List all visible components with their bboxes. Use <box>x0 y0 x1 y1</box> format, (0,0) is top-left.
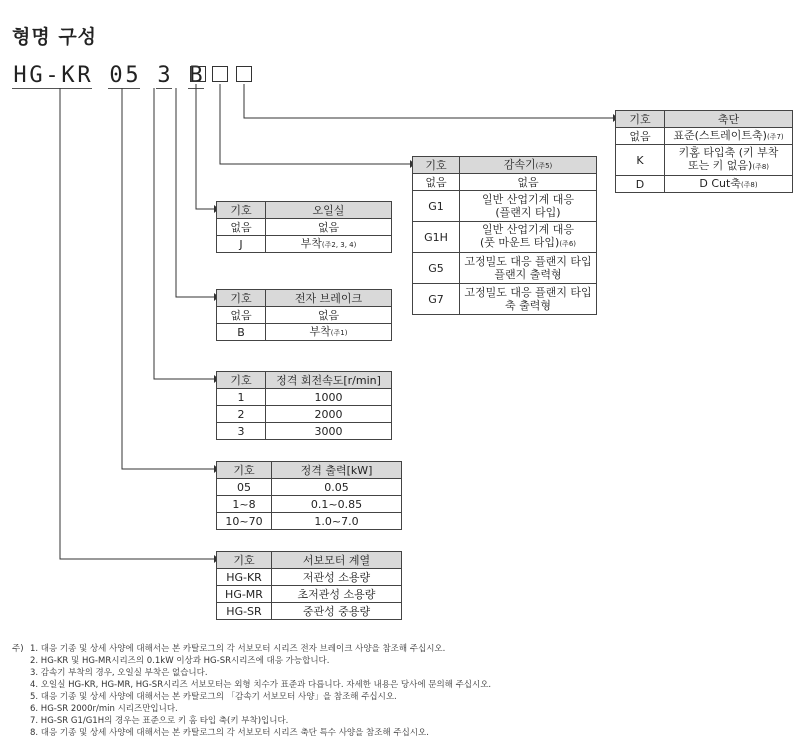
code-cell: 2 <box>217 406 266 423</box>
code-cell: 1~8 <box>217 496 272 513</box>
desc-cell <box>665 145 793 176</box>
desc-cell: 고정밀도 대응 플랜지 타입 축 출력형 <box>460 284 597 315</box>
desc-text: 부착 <box>309 324 331 338</box>
code-cell: 없음 <box>217 307 266 324</box>
desc-text: 표준(스트레이트축) <box>673 128 767 142</box>
note-line: 3. 감속기 부착의 경우, 오일실 부착은 없습니다. <box>30 668 208 678</box>
table-row <box>217 406 392 423</box>
code-cell: 없음 <box>616 128 665 145</box>
header-label: 축단 <box>717 112 740 126</box>
desc-cell: 중관성 중용량 <box>272 603 402 620</box>
model-char: B <box>189 62 203 88</box>
table-row <box>217 479 402 496</box>
header-cell: 오일실 <box>266 202 392 219</box>
note-line: 5. 대응 기종 및 상세 사양에 대해서는 본 카탈로그의 「감속기 서보모터 사양」을 참조해 주십시오. <box>30 692 397 702</box>
table-row <box>217 389 392 406</box>
model-char: G <box>29 62 43 88</box>
code-cell: K <box>616 145 665 176</box>
table-row <box>217 603 402 620</box>
table-row <box>616 128 793 145</box>
connector-reducer <box>220 84 410 164</box>
table-row <box>217 569 402 586</box>
connector-brake <box>176 88 214 297</box>
model-char: K <box>61 62 75 88</box>
desc-cell: 저관성 소용량 <box>272 569 402 586</box>
code-cell: G1H <box>413 222 460 253</box>
code-cell: HG-MR <box>217 586 272 603</box>
desc-cell <box>460 222 597 253</box>
code-cell: 10~70 <box>217 513 272 530</box>
header-cell: 정격 회전속도[r/min] <box>266 372 392 389</box>
table-header-row <box>413 157 597 174</box>
note-line: 7. HG-SR G1/G1H의 경우는 표준으로 키 홈 타입 축(키 부착)입니다. <box>30 716 289 726</box>
header-cell: 정격 출력[kW] <box>272 462 402 479</box>
desc-cell: 일반 산업기계 대응 (플랜지 타입) <box>460 191 597 222</box>
note-line: 4. 오일실 HG-KR, HG-MR, HG-SR시리즈 서보모터는 외형 치수가 표준과 다릅니다. 자세한 내용은 당사에 문의해 주십시오. <box>30 680 492 690</box>
note-ref: (주8) <box>740 180 758 189</box>
desc-cell: 1000 <box>266 389 392 406</box>
table-header-row <box>217 552 402 569</box>
model-char: 0 <box>109 62 123 88</box>
table-row <box>217 423 392 440</box>
connector-oilseal <box>196 84 214 209</box>
note-line: 2. HG-KR 및 HG-MR시리즈의 0.1kW 이상과 HG-SR시리즈에 대응 가능합니다. <box>30 656 330 666</box>
header-cell <box>665 111 793 128</box>
notes-prefix: 주) <box>12 644 24 654</box>
desc-cell <box>665 176 793 193</box>
desc-cell: 2000 <box>266 406 392 423</box>
shaft-table <box>615 110 793 193</box>
desc-text: D Cut축 <box>699 176 741 190</box>
code-cell: G1 <box>413 191 460 222</box>
desc-cell <box>266 324 392 341</box>
desc-cell: 3000 <box>266 423 392 440</box>
table-row <box>413 253 597 284</box>
connector-speed <box>154 88 214 379</box>
code-cell: B <box>217 324 266 341</box>
header-cell: 기호 <box>217 372 266 389</box>
code-cell: G7 <box>413 284 460 315</box>
note-ref: (주8) <box>752 163 770 171</box>
header-cell <box>460 157 597 174</box>
brake-table <box>216 289 392 341</box>
code-cell: 없음 <box>413 174 460 191</box>
code-cell: G5 <box>413 253 460 284</box>
header-cell: 기호 <box>217 552 272 569</box>
model-char: - <box>45 62 59 88</box>
table-row <box>413 174 597 191</box>
desc-cell: 고정밀도 대응 플랜지 타입 플랜지 출력형 <box>460 253 597 284</box>
table-row <box>413 191 597 222</box>
output-table <box>216 461 402 530</box>
desc-cell <box>665 128 793 145</box>
code-cell: 3 <box>217 423 266 440</box>
note-ref: (주6) <box>559 240 577 248</box>
code-cell: HG-SR <box>217 603 272 620</box>
code-cell: 1 <box>217 389 266 406</box>
model-char: 3 <box>157 62 171 88</box>
table-row <box>217 586 402 603</box>
code-cell: J <box>217 236 266 253</box>
desc-text: 키홈 타입축 (키 부착 또는 키 없음) <box>678 146 779 172</box>
desc-cell: 1.0~7.0 <box>272 513 402 530</box>
table-header-row <box>217 290 392 307</box>
header-cell: 기호 <box>413 157 460 174</box>
note-line: 1. 대응 기종 및 상세 사양에 대해서는 본 카탈로그의 각 서보모터 시리즈 전자 브레이크 사양을 참조해 주십시오. <box>30 644 446 654</box>
desc-cell: 0.1~0.85 <box>272 496 402 513</box>
header-cell: 전자 브레이크 <box>266 290 392 307</box>
table-header-row <box>616 111 793 128</box>
code-cell: HG-KR <box>217 569 272 586</box>
note-ref: (주7) <box>766 132 784 141</box>
note-ref: (주5) <box>535 161 553 170</box>
code-cell: 05 <box>217 479 272 496</box>
table-row <box>217 513 402 530</box>
code-cell: 없음 <box>217 219 266 236</box>
table-row <box>217 236 392 253</box>
connector-output <box>122 88 214 469</box>
table-row <box>217 219 392 236</box>
table-header-row <box>217 202 392 219</box>
page-title: 형명 구성 <box>12 26 98 48</box>
header-cell: 서보모터 계열 <box>272 552 402 569</box>
header-label: 감속기 <box>503 157 536 171</box>
reducer-table <box>412 156 597 315</box>
code-cell: D <box>616 176 665 193</box>
table-row <box>616 145 793 176</box>
desc-text: 일반 산업기계 대응 (풋 마운트 타입) <box>479 223 574 249</box>
desc-cell: 0.05 <box>272 479 402 496</box>
desc-cell: 초저관성 소용량 <box>272 586 402 603</box>
table-row <box>616 176 793 193</box>
table-row <box>217 324 392 341</box>
note-line: 6. HG-SR 2000r/min 시리즈만입니다. <box>30 704 178 714</box>
table-row <box>413 222 597 253</box>
model-char: H <box>13 62 27 88</box>
connector-series <box>60 88 214 559</box>
connector-shaft <box>244 84 613 118</box>
desc-cell: 없음 <box>460 174 597 191</box>
desc-cell: 없음 <box>266 219 392 236</box>
model-char: R <box>77 62 91 88</box>
desc-text: 부착 <box>300 236 322 250</box>
speed-table <box>216 371 392 440</box>
table-row <box>413 284 597 315</box>
oilseal-table <box>216 201 392 253</box>
note-ref: (주2, 3, 4) <box>321 240 357 249</box>
note-ref: (주1) <box>330 328 348 337</box>
table-header-row <box>217 372 392 389</box>
desc-cell: 없음 <box>266 307 392 324</box>
table-row <box>217 307 392 324</box>
header-cell: 기호 <box>217 290 266 307</box>
desc-cell <box>266 236 392 253</box>
header-cell: 기호 <box>616 111 665 128</box>
table-row <box>217 496 402 513</box>
model-char: 5 <box>125 62 139 88</box>
header-cell: 기호 <box>217 202 266 219</box>
header-cell: 기호 <box>217 462 272 479</box>
series-table <box>216 551 402 620</box>
table-header-row <box>217 462 402 479</box>
note-line: 8. 대응 기종 및 상세 사양에 대해서는 본 카탈로그의 각 서보모터 시리즈 축단 특수 사양을 참조해 주십시오. <box>30 728 429 738</box>
